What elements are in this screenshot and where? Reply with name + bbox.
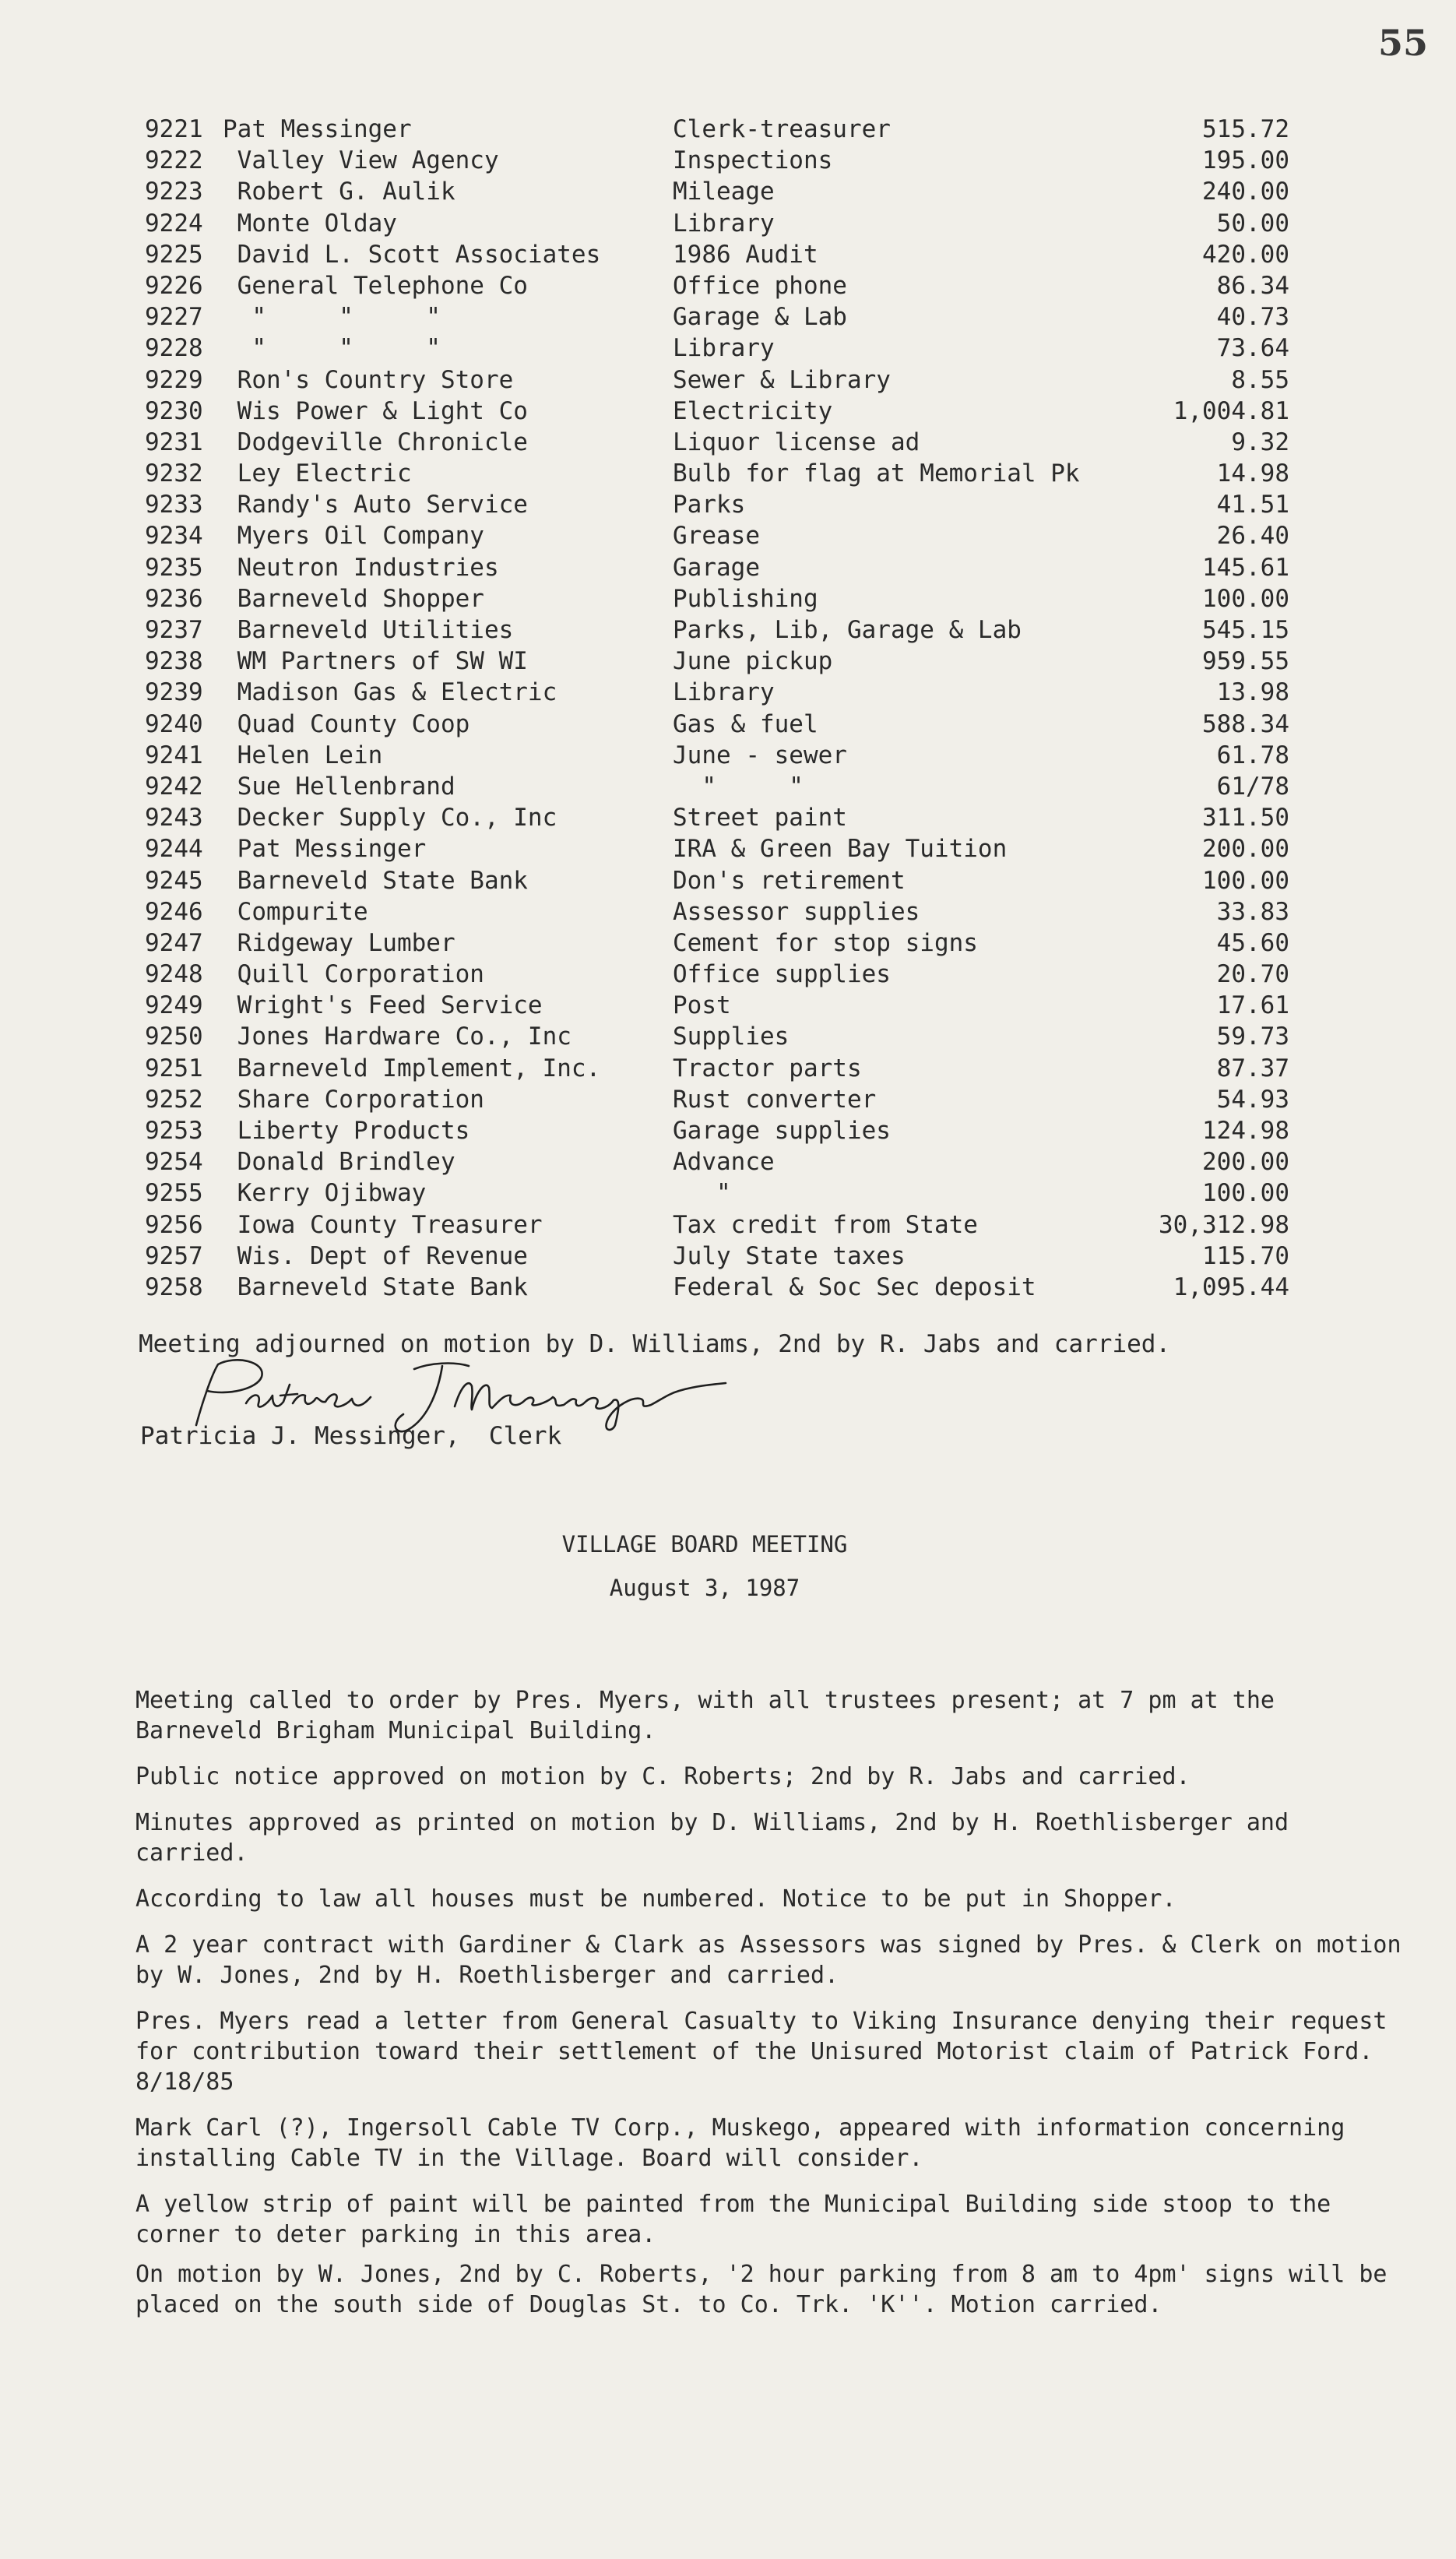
- payee-name: Dodgeville Chronicle: [223, 428, 528, 456]
- payee-name: Wright's Feed Service: [223, 991, 543, 1020]
- ledger-row: [145, 740, 1289, 771]
- payee-name: Monte Olday: [223, 209, 397, 238]
- check-number: 9242: [145, 772, 203, 801]
- minutes-paragraph: Mark Carl (?), Ingersoll Cable TV Corp., Muskego, appeared with information concerning installing Cable TV in the Village. Board will consider.: [135, 2114, 1345, 2172]
- payee-name: Quill Corporation: [223, 960, 484, 989]
- check-number: 9239: [145, 678, 203, 707]
- payee-name: Quad County Coop: [223, 709, 470, 738]
- ledger-row: [145, 114, 1289, 145]
- minutes-paragraph: A 2 year contract with Gardiner & Clark as Assessors was signed by Pres. & Clerk on motion by W. Jones, 2nd by H. Roethlisberger and carried.: [135, 1931, 1401, 1989]
- payment-amount: 124.98: [1202, 1117, 1289, 1145]
- check-number: 9248: [145, 960, 203, 989]
- ledger-row: [145, 709, 1289, 740]
- payment-purpose: Library: [673, 334, 775, 363]
- payment-purpose: Street paint: [673, 804, 847, 832]
- payment-purpose: 1986 Audit: [673, 240, 818, 269]
- payee-name: Ley Electric: [223, 459, 412, 488]
- check-number: 9237: [145, 616, 203, 644]
- payment-amount: 41.51: [1216, 491, 1289, 519]
- payment-amount: 200.00: [1202, 835, 1289, 864]
- payee-name: " " ": [223, 303, 441, 332]
- payment-purpose: Clerk-treasurer: [673, 115, 891, 143]
- payment-amount: 87.37: [1216, 1054, 1289, 1082]
- check-number: 9232: [145, 459, 203, 488]
- payment-amount: 420.00: [1202, 240, 1289, 269]
- ledger-row: [145, 833, 1289, 864]
- ledger-row: [145, 959, 1289, 990]
- payee-name: Neutron Industries: [223, 553, 499, 582]
- check-number: 9224: [145, 209, 203, 238]
- payee-name: Sue Hellenbrand: [223, 772, 455, 801]
- payment-purpose: Gas & fuel: [673, 709, 818, 738]
- check-number: 9251: [145, 1054, 203, 1082]
- check-number: 9235: [145, 553, 203, 582]
- meeting-title: VILLAGE BOARD MEETING: [561, 1531, 848, 1558]
- payee-name: Barneveld State Bank: [223, 1272, 528, 1301]
- check-number: 9223: [145, 178, 203, 206]
- payment-amount: 8.55: [1231, 365, 1289, 394]
- payment-purpose: IRA & Green Bay Tuition: [673, 835, 1008, 864]
- minutes-paragraph: Pres. Myers read a letter from General Casualty to Viking Insurance denying their request for contribution toward their settlement of the Unisured Motorist claim of Patrick Ford. 8/18/85: [135, 2008, 1387, 2096]
- ledger-row: [145, 208, 1289, 239]
- ledger-row: [145, 176, 1289, 207]
- payee-name: Wis. Dept of Revenue: [223, 1241, 528, 1270]
- payment-purpose: Don's retirement: [673, 866, 906, 895]
- payee-name: Wis Power & Light Co: [223, 396, 528, 425]
- payment-purpose: Garage & Lab: [673, 303, 847, 332]
- payment-purpose: Garage: [673, 553, 760, 582]
- ledger-row: [145, 270, 1289, 301]
- payment-amount: 1,004.81: [1173, 396, 1289, 425]
- payment-purpose: Grease: [673, 522, 760, 551]
- check-number: 9257: [145, 1241, 203, 1270]
- check-number: 9230: [145, 396, 203, 425]
- meeting-date: August 3, 1987: [609, 1575, 800, 1601]
- check-number: 9225: [145, 240, 203, 269]
- payee-name: Ridgeway Lumber: [223, 928, 455, 957]
- check-number: 9243: [145, 804, 203, 832]
- payee-name: Myers Oil Company: [223, 522, 484, 551]
- check-number: 9241: [145, 741, 203, 769]
- ledger-row: [145, 1272, 1289, 1303]
- payment-amount: 959.55: [1202, 647, 1289, 676]
- payment-amount: 100.00: [1202, 584, 1289, 613]
- bills-ledger: [145, 114, 1289, 1303]
- payment-amount: 50.00: [1216, 209, 1289, 238]
- ledger-row: [145, 1146, 1289, 1177]
- payee-name: Ron's Country Store: [223, 365, 514, 394]
- payment-purpose: June pickup: [673, 647, 833, 676]
- check-number: 9249: [145, 991, 203, 1020]
- payee-name: Kerry Ojibway: [223, 1179, 427, 1208]
- payment-amount: 195.00: [1202, 146, 1289, 175]
- payee-name: Pat Messinger: [223, 115, 412, 143]
- payment-purpose: Mileage: [673, 178, 775, 206]
- ledger-row: [145, 583, 1289, 614]
- check-number: 9231: [145, 428, 203, 456]
- ledger-row: [145, 1241, 1289, 1272]
- check-number: 9228: [145, 334, 203, 363]
- ledger-row: [145, 677, 1289, 708]
- ledger-row: [145, 614, 1289, 646]
- check-number: 9254: [145, 1148, 203, 1177]
- ledger-row: [145, 333, 1289, 364]
- payee-name: Donald Brindley: [223, 1148, 455, 1177]
- ledger-row: [145, 427, 1289, 458]
- payment-amount: 515.72: [1202, 115, 1289, 143]
- payment-amount: 9.32: [1231, 428, 1289, 456]
- payee-name: Iowa County Treasurer: [223, 1210, 543, 1239]
- payee-name: Jones Hardware Co., Inc: [223, 1023, 571, 1051]
- payment-purpose: Electricity: [673, 396, 833, 425]
- payment-purpose: Rust converter: [673, 1085, 877, 1114]
- payment-amount: 115.70: [1202, 1241, 1289, 1270]
- payee-name: Barneveld Implement, Inc.: [223, 1054, 601, 1082]
- payment-purpose: Office supplies: [673, 960, 891, 989]
- payment-purpose: Federal & Soc Sec deposit: [673, 1272, 1036, 1301]
- payment-amount: 61.78: [1216, 741, 1289, 769]
- payment-purpose: Bulb for flag at Memorial Pk: [673, 459, 1080, 488]
- ledger-row: [145, 364, 1289, 396]
- payee-name: Compurite: [223, 897, 368, 926]
- check-number: 9250: [145, 1023, 203, 1051]
- check-number: 9244: [145, 835, 203, 864]
- payment-amount: 200.00: [1202, 1148, 1289, 1177]
- minutes-paragraph: A yellow strip of paint will be painted from the Municipal Building side stoop to the corner to deter parking in this area.: [135, 2191, 1331, 2248]
- payment-purpose: Assessor supplies: [673, 897, 920, 926]
- ledger-row: [145, 1053, 1289, 1084]
- payment-amount: 545.15: [1202, 616, 1289, 644]
- payee-name: Liberty Products: [223, 1117, 470, 1145]
- ledger-row: [145, 802, 1289, 833]
- payment-amount: 61/78: [1216, 772, 1289, 801]
- payment-amount: 311.50: [1202, 804, 1289, 832]
- check-number: 9246: [145, 897, 203, 926]
- payee-name: Pat Messinger: [223, 835, 427, 864]
- payment-amount: 54.93: [1216, 1085, 1289, 1114]
- ledger-row: [145, 1115, 1289, 1146]
- payment-purpose: Cement for stop signs: [673, 928, 978, 957]
- payee-name: WM Partners of SW WI: [223, 647, 528, 676]
- payment-amount: 45.60: [1216, 928, 1289, 957]
- payment-amount: 33.83: [1216, 897, 1289, 926]
- payment-amount: 30,312.98: [1159, 1210, 1289, 1239]
- ledger-row: [145, 239, 1289, 270]
- check-number: 9238: [145, 647, 203, 676]
- minutes-paragraph: Public notice approved on motion by C. Roberts; 2nd by R. Jabs and carried.: [135, 1763, 1190, 1790]
- check-number: 9258: [145, 1272, 203, 1301]
- check-number: 9227: [145, 303, 203, 332]
- payee-name: Helen Lein: [223, 741, 383, 769]
- check-number: 9221: [145, 115, 203, 143]
- payment-purpose: June - sewer: [673, 741, 847, 769]
- payment-amount: 240.00: [1202, 178, 1289, 206]
- ledger-row: [145, 1177, 1289, 1209]
- ledger-row: [145, 301, 1289, 333]
- ledger-row: [145, 646, 1289, 677]
- payment-amount: 86.34: [1216, 271, 1289, 300]
- ledger-row: [145, 1209, 1289, 1241]
- check-number: 9252: [145, 1085, 203, 1114]
- payment-amount: 100.00: [1202, 866, 1289, 895]
- ledger-row: [145, 552, 1289, 583]
- check-number: 9229: [145, 365, 203, 394]
- payment-amount: 17.61: [1216, 991, 1289, 1020]
- payment-purpose: " ": [673, 772, 804, 801]
- payment-purpose: Sewer & Library: [673, 365, 891, 394]
- payment-amount: 73.64: [1216, 334, 1289, 363]
- payment-amount: 26.40: [1216, 522, 1289, 551]
- ledger-row: [145, 520, 1289, 551]
- payee-name: " " ": [223, 334, 441, 363]
- payee-name: Randy's Auto Service: [223, 491, 528, 519]
- payment-purpose: Supplies: [673, 1023, 790, 1051]
- payee-name: Decker Supply Co., Inc: [223, 804, 557, 832]
- ledger-row: [145, 928, 1289, 959]
- check-number: 9253: [145, 1117, 203, 1145]
- ledger-row: [145, 771, 1289, 802]
- payment-purpose: Library: [673, 209, 775, 238]
- payment-purpose: Inspections: [673, 146, 833, 175]
- ledger-row: [145, 865, 1289, 896]
- payee-name: Barneveld Utilities: [223, 616, 514, 644]
- payment-purpose: Garage supplies: [673, 1117, 891, 1145]
- payee-name: David L. Scott Associates: [223, 240, 601, 269]
- payment-amount: 40.73: [1216, 303, 1289, 332]
- payment-purpose: Tax credit from State: [673, 1210, 978, 1239]
- check-number: 9236: [145, 584, 203, 613]
- ledger-row: [145, 145, 1289, 176]
- payee-name: Madison Gas & Electric: [223, 678, 557, 707]
- payee-name: Barneveld State Bank: [223, 866, 528, 895]
- minutes-paragraph: On motion by W. Jones, 2nd by C. Roberts, '2 hour parking from 8 am to 4pm' signs will be placed on the south side of Douglas St. to Co. Trk. 'K''. Motion carried.: [135, 2261, 1387, 2318]
- payment-purpose: Parks, Lib, Garage & Lab: [673, 616, 1022, 644]
- minutes-paragraph: Meeting called to order by Pres. Myers, with all trustees present; at 7 pm at the Barneveld Brigham Municipal Building.: [135, 1687, 1275, 1744]
- ledger-row: [145, 458, 1289, 489]
- adjournment-note: Meeting adjourned on motion by D. Williams, 2nd by R. Jabs and carried.: [139, 1330, 1171, 1358]
- payment-purpose: Library: [673, 678, 775, 707]
- check-number: 9222: [145, 146, 203, 175]
- payment-amount: 1,095.44: [1173, 1272, 1289, 1301]
- payment-purpose: July State taxes: [673, 1241, 906, 1270]
- check-number: 9247: [145, 928, 203, 957]
- payee-name: General Telephone Co: [223, 271, 528, 300]
- payment-purpose: Post: [673, 991, 731, 1020]
- payment-purpose: Tractor parts: [673, 1054, 862, 1082]
- check-number: 9234: [145, 522, 203, 551]
- check-number: 9255: [145, 1179, 203, 1208]
- payment-amount: 59.73: [1216, 1023, 1289, 1051]
- ledger-row: [145, 396, 1289, 427]
- payment-amount: 100.00: [1202, 1179, 1289, 1208]
- payment-purpose: ": [673, 1179, 731, 1208]
- ledger-row: [145, 990, 1289, 1021]
- minutes-paragraph: Minutes approved as printed on motion by D. Williams, 2nd by H. Roethlisberger and carried.: [135, 1809, 1289, 1867]
- payment-purpose: Liquor license ad: [673, 428, 920, 456]
- payee-name: Barneveld Shopper: [223, 584, 484, 613]
- payment-purpose: Parks: [673, 491, 746, 519]
- clerk-name: Patricia J. Messinger, Clerk: [140, 1422, 562, 1450]
- check-number: 9256: [145, 1210, 203, 1239]
- payment-amount: 588.34: [1202, 709, 1289, 738]
- ledger-row: [145, 1084, 1289, 1115]
- ledger-row: [145, 1021, 1289, 1052]
- payment-amount: 20.70: [1216, 960, 1289, 989]
- payee-name: Robert G. Aulik: [223, 178, 455, 206]
- ledger-row: [145, 896, 1289, 928]
- check-number: 9245: [145, 866, 203, 895]
- payment-purpose: Publishing: [673, 584, 818, 613]
- check-number: 9226: [145, 271, 203, 300]
- payee-name: Valley View Agency: [223, 146, 499, 175]
- minutes-paragraph: According to law all houses must be numbered. Notice to be put in Shopper.: [135, 1885, 1176, 1913]
- meeting-minutes: [135, 1685, 1412, 2335]
- check-number: 9233: [145, 491, 203, 519]
- payment-amount: 13.98: [1216, 678, 1289, 707]
- payee-name: Share Corporation: [223, 1085, 484, 1114]
- payment-purpose: Office phone: [673, 271, 847, 300]
- check-number: 9240: [145, 709, 203, 738]
- payment-amount: 145.61: [1202, 553, 1289, 582]
- page-number: 55: [1378, 22, 1429, 64]
- payment-amount: 14.98: [1216, 459, 1289, 488]
- payment-purpose: Advance: [673, 1148, 775, 1177]
- ledger-row: [145, 489, 1289, 520]
